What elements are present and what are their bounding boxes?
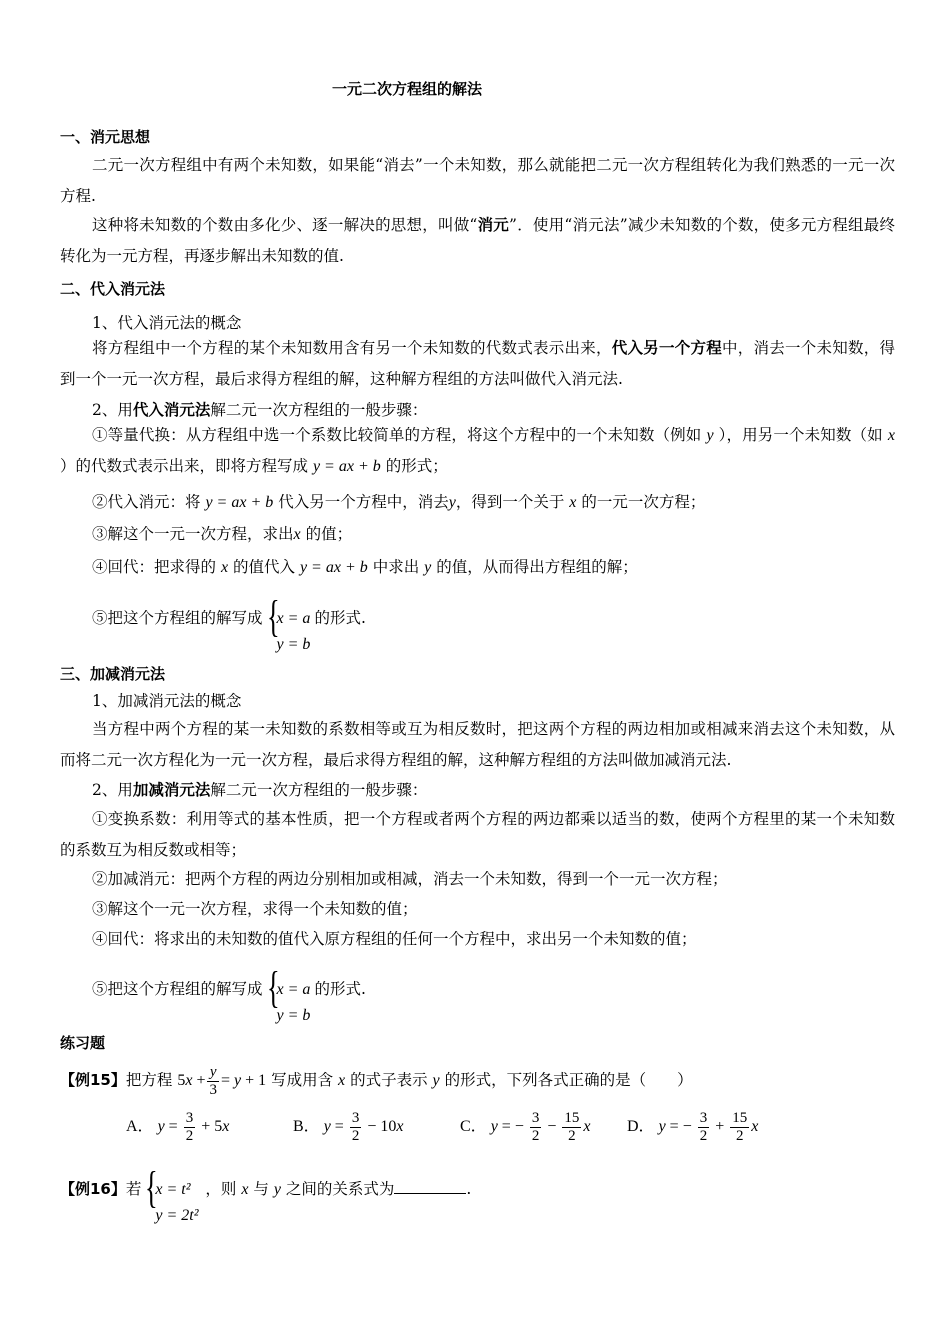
math-var: x <box>220 559 229 576</box>
denominator: 2 <box>736 1128 744 1144</box>
text: 解二元一次方程组的一般步骤： <box>210 401 428 419</box>
text: 的形式. <box>314 980 366 998</box>
text: 2、用 <box>92 781 133 799</box>
addition-step-4: ④回代：将求出的未知数的值代入原方程组的任何一个方程中，求出另一个未知数的值； <box>92 930 697 948</box>
brace-symbol: { <box>145 1163 159 1212</box>
text: 的形式； <box>385 457 448 475</box>
equation-system <box>145 1163 201 1224</box>
text: 2、用 <box>92 401 133 419</box>
addition-step-3: ③解这个一元一次方程，求得一个未知数的值； <box>92 900 418 918</box>
brace-symbol: { <box>266 963 280 1012</box>
text: 的值； <box>305 525 353 543</box>
addition-step-2: ②加减消元：把两个方程的两边分别相加或相减，消去一个未知数，得到一个一元一次方程； <box>92 870 728 888</box>
substitution-step-1 <box>60 420 895 482</box>
addition-step-5 <box>92 963 366 1024</box>
subheading-addition-steps <box>92 780 427 800</box>
paragraph-substitution-definition <box>60 333 895 395</box>
math-equation: y = ax + b <box>312 458 381 475</box>
math-equation: y = ax + b <box>205 494 274 511</box>
option-label: D． <box>627 1118 655 1136</box>
section-heading-addition-subtraction: 三、加减消元法 <box>60 665 166 683</box>
system-row-2: y = 2t² <box>155 1207 199 1224</box>
denominator: 2 <box>699 1128 708 1144</box>
substitution-step-5 <box>92 592 366 653</box>
text: 的形式. <box>314 609 366 627</box>
numerator: 3 <box>531 1110 540 1126</box>
text: ③解这个一元一次方程，求出 <box>92 525 294 543</box>
text: 的一元一次方程； <box>581 493 706 511</box>
fraction <box>350 1110 362 1145</box>
paragraph-elimination-definition <box>60 210 895 272</box>
math-expression: 5x + <box>177 1072 206 1089</box>
paragraph-text: 将方程组中一个方程的某个未知数用含有另一个未知数的代数式表示出来， <box>92 339 612 357</box>
text: 的形式，下列各式正确的是（ ） <box>444 1071 693 1089</box>
text: ①等量代换：从方程组中选一个系数比较简单的方程，将这个方程中的一个未知数（例如 <box>92 426 702 444</box>
system-row-1: x = a <box>276 610 311 627</box>
text: 之间的关系式为 <box>285 1180 395 1198</box>
denominator: 2 <box>185 1128 194 1144</box>
fraction <box>207 1064 219 1099</box>
text: 把方程 <box>125 1071 173 1089</box>
denominator: 2 <box>351 1128 360 1144</box>
fraction <box>184 1110 196 1145</box>
section-heading-elimination-idea: 一、消元思想 <box>60 128 151 146</box>
denominator: 2 <box>531 1128 540 1144</box>
math-var: y <box>424 559 432 576</box>
text: ，则 <box>205 1180 237 1198</box>
option-c[interactable]: C． y = − $\frac{3}{2}$ − $\frac{15}{2}$ x <box>460 1110 591 1144</box>
bold-term: 代入另一个方程 <box>611 339 722 357</box>
example-tag: 【例16】 <box>60 1180 126 1198</box>
subheading-substitution-steps <box>92 400 427 420</box>
section-heading-substitution: 二、代入消元法 <box>60 280 166 298</box>
paragraph-text: 这种将未知数的个数由多化少、逐一解决的思想，叫做“ <box>92 216 478 234</box>
exercises-heading: 练习题 <box>60 1034 106 1052</box>
numerator: 3 <box>185 1110 194 1126</box>
text: 解二元一次方程组的一般步骤： <box>210 781 428 799</box>
option-b[interactable]: B． y = $\frac{3}{2}$ − 10x <box>293 1110 404 1144</box>
math-var: y <box>432 1072 440 1089</box>
option-label: B． <box>293 1118 320 1136</box>
numerator: 15 <box>732 1110 748 1126</box>
example-tag: 【例15】 <box>60 1071 126 1089</box>
math-var: y <box>273 1181 281 1198</box>
math-var: x <box>241 1181 249 1198</box>
text: 的式子表示 <box>350 1071 428 1089</box>
text: ④回代：把求得的 <box>92 558 217 576</box>
brace-symbol: { <box>266 592 280 641</box>
math-expression: = y + 1 <box>220 1072 267 1089</box>
denominator: 2 <box>568 1128 576 1144</box>
math-var: x <box>569 494 577 511</box>
fraction <box>730 1110 749 1145</box>
system-row-2: y = b <box>276 1007 311 1024</box>
option-label: A． <box>126 1118 154 1136</box>
text: 若 <box>125 1180 142 1198</box>
substitution-step-2 <box>92 492 705 513</box>
text: ），用另一个未知数（如 <box>718 426 883 444</box>
bold-term: 加减消元法 <box>132 781 211 799</box>
paragraph-text: ”．使用“消元法”减少未知数的个数，使多元方程组最终转化为一元方程，再逐步解出未知数的值. <box>60 216 895 265</box>
substitution-step-4 <box>92 557 638 578</box>
math-var: y <box>448 494 456 511</box>
equation-system <box>266 592 311 653</box>
addition-step-1 <box>60 804 895 866</box>
system-row-2: y = b <box>276 636 311 653</box>
numerator: y <box>207 1064 219 1082</box>
text: 的值，从而得出方程组的解； <box>436 558 638 576</box>
paragraph-text: 当方程中两个方程的某一未知数的系数相等或互为相反数时，把这两个方程的两边相加或相减来消去这个未知数，从而将二元一次方程化为一元一次方程，最后求得方程组的解，这种解方程组的方法叫做加减消元法. <box>60 720 895 769</box>
paragraph-elimination-intro <box>60 150 895 212</box>
option-label: C． <box>460 1118 487 1136</box>
text: ①变换系数：利用等式的基本性质，把一个方程或者两个方程的两边都乘以适当的数，使两个方程里的某一个未知数的系数互为相反数或相等； <box>60 810 895 859</box>
math-var: x <box>293 526 301 543</box>
system-row-1: x = a <box>276 981 311 998</box>
math-var: y <box>706 427 714 444</box>
fraction <box>562 1110 581 1145</box>
text: ②代入消元：将 <box>92 493 201 511</box>
subheading-substitution-concept: 1、代入消元法的概念 <box>92 314 242 332</box>
paragraph-addition-definition <box>60 714 895 776</box>
fraction <box>698 1110 710 1145</box>
numerator: 15 <box>564 1110 580 1126</box>
text: 与 <box>253 1180 269 1198</box>
example-16 <box>60 1163 472 1224</box>
text: 代入另一个方程中，消去 <box>278 493 449 511</box>
answer-blank[interactable] <box>394 1179 466 1194</box>
math-equation: y = ax + b <box>299 559 368 576</box>
text: 的值代入 <box>233 558 296 576</box>
text: ，得到一个关于 <box>455 493 565 511</box>
text: . <box>466 1180 472 1198</box>
paragraph-text: 中，消去一个未知数，得到一个一元一次方程，最后求得方程组的解，这种解方程组的方法叫做代入消元法. <box>60 339 895 388</box>
fraction <box>530 1110 542 1145</box>
denominator: 3 <box>209 1081 217 1098</box>
text: ）的代数式表示出来，即将方程写成 <box>60 457 309 475</box>
text: ⑤把这个方程组的解写成 <box>92 980 263 998</box>
numerator: 3 <box>351 1110 360 1126</box>
bold-term: 消元 <box>477 216 510 234</box>
paragraph-text: 二元一次方程组中有两个未知数，如果能“消去”一个未知数，那么就能把二元一次方程组转化为我们熟悉的一元一次方程. <box>60 156 895 205</box>
bold-term: 代入消元法 <box>132 401 211 419</box>
math-var: x <box>338 1072 346 1089</box>
example-15 <box>60 1060 693 1101</box>
option-a[interactable]: A． y = $\frac{3}{2}$ + 5x <box>126 1110 230 1144</box>
option-d[interactable]: D． y = − $\frac{3}{2}$ + $\frac{15}{2}$ x <box>627 1110 759 1144</box>
page-title: 一元二次方程组的解法 <box>332 80 483 98</box>
substitution-step-3 <box>92 524 352 545</box>
text: ⑤把这个方程组的解写成 <box>92 609 263 627</box>
text: 中求出 <box>372 558 420 576</box>
text: 写成用含 <box>271 1071 334 1089</box>
math-var: x <box>887 427 895 444</box>
system-row-1: x = t² <box>155 1181 191 1198</box>
subheading-addition-concept: 1、加减消元法的概念 <box>92 692 242 710</box>
numerator: 3 <box>699 1110 708 1126</box>
equation-system <box>266 963 311 1024</box>
